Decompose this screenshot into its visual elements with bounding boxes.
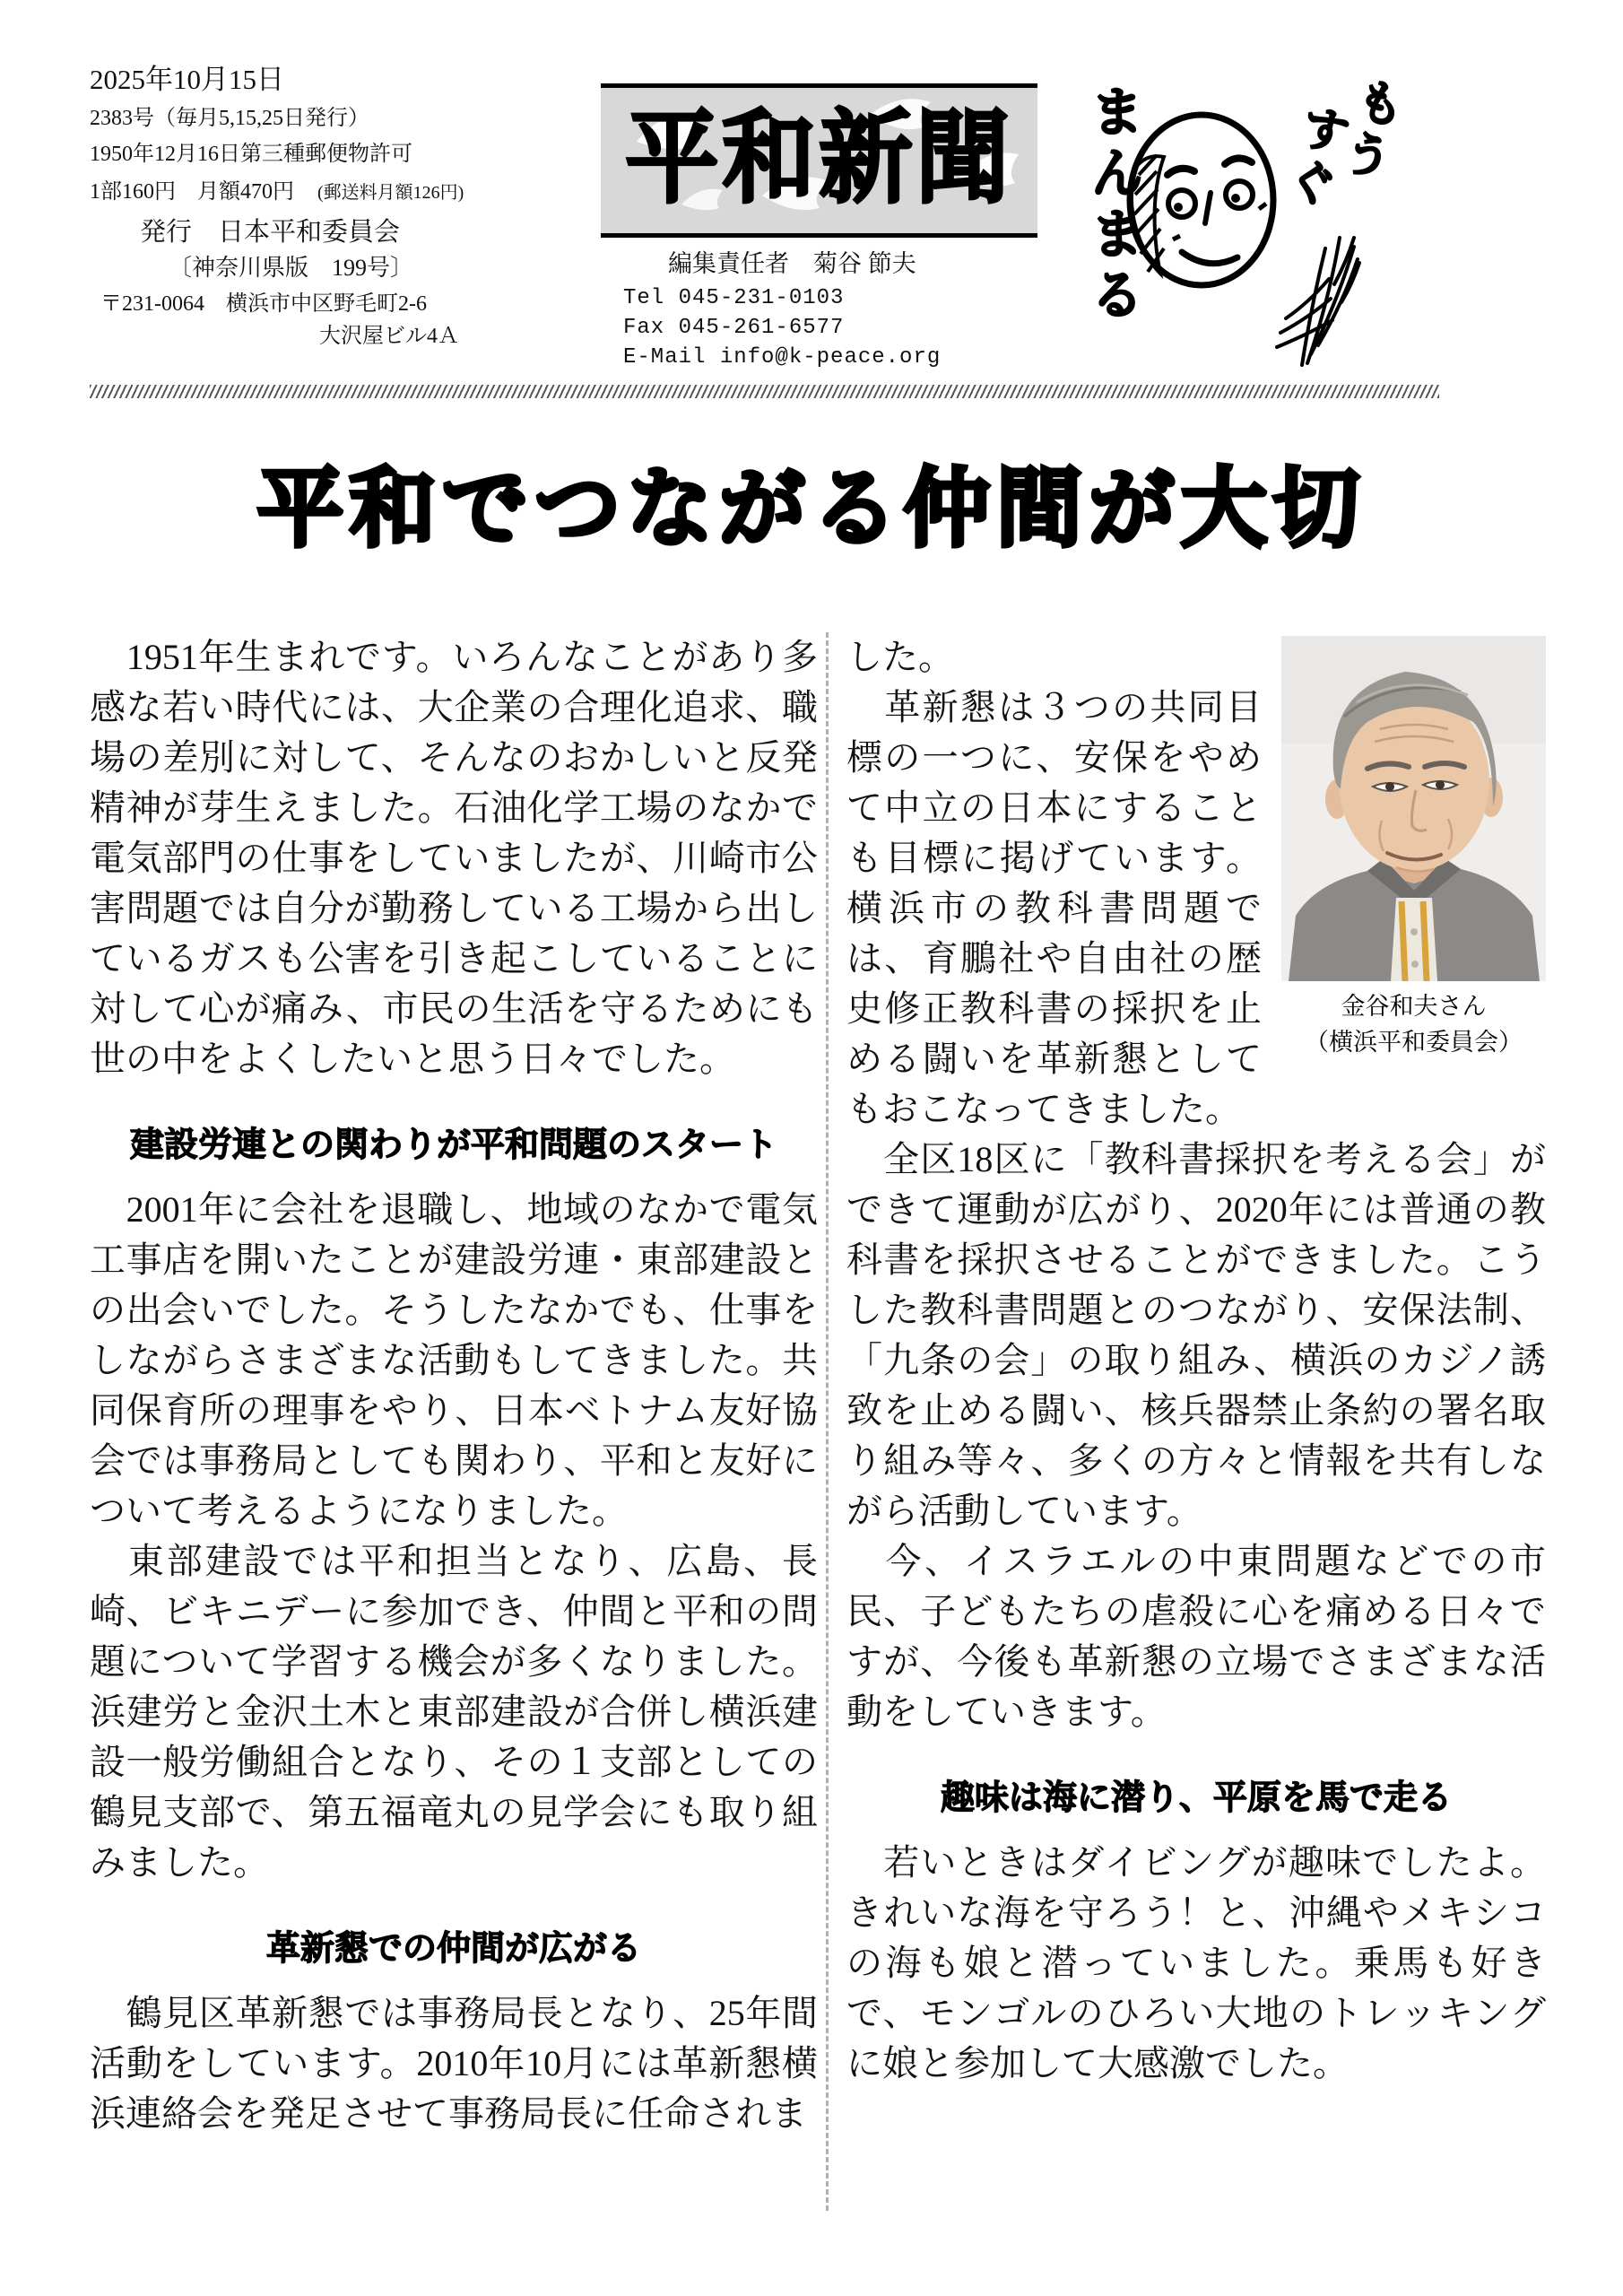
main-headline: 平和でつながる仲間が大切 [257,461,1366,557]
photo-caption [1281,988,1546,1060]
edition-label: 〔神奈川県版 199号〕 [169,255,414,281]
issue-number: 2383号（毎月5,15,25日発行） [90,106,369,130]
publisher: 発行 日本平和委員会 [140,217,401,247]
postage-note: (郵送料月額126円) [317,182,464,203]
photo-caption-group: （横浜平和委員会） [1305,1029,1523,1056]
paragraph: 2001年に会社を退職し、地域のなかで電気工事店を開いたことが建設労連・東部建設との出会いでした。そうしたなかでも、仕事をしながらさまざまな活動もしてきました。共同保育所の理事をやり、日本ベトナム友好協会では事務局としても関わり、平和と友好について考えるようになりました。 [90,1189,818,1531]
moon-cartoon [1067,49,1587,408]
fax-number: Fax 045-261-6577 [623,316,845,340]
contact-block [623,244,1045,375]
paragraph: 東部建設では平和担当となり、広島、長崎、ビキニデーに参加でき、仲間と平和の問題について学習する機会が多くなりました。浜建労と金沢土木と東部建設が合併し横浜建設一般労働組合となり、その１支部としての鶴見支部で、第五福竜丸の見学会にも取り組みました。 [90,1541,818,1883]
paragraph: 若いときはダイビングが趣味でしたよ。きれいな海を守ろう！と、沖縄やメキシコの海も娘と潜っていました。乗馬も好きで、モンゴルのひろい大地のトレッキングに娘と参加して大感激でした。 [846,1842,1546,2083]
section-heading-b: 革新懇での仲間が広がる [265,1930,641,1968]
section-heading-c: 趣味は海に潜り、平原を馬で走る [940,1779,1452,1817]
editor-name: 編集責任者 菊谷 節夫 [668,250,916,277]
article-column-left [90,632,818,2139]
cartoon-text-manmaru: まんまる [1083,83,1143,327]
paragraph: した。 [846,637,954,677]
portrait-photo-block [1281,636,1546,1060]
paragraph: 革新懇は３つの共同目標の一つに、安保をやめて中立の日本にすることも目標に掲げています。横浜市の教科書問題では、育鵬社や自由社の歴史修正教科書の採択を止める闘いを革新懇としてもおこなってきました。 [846,687,1262,1129]
paragraph: 1951年生まれです。いろんなことがあり多感な若い時代には、大企業の合理化追求、職場の差別に対して、そんなのおかしいと反発精神が芽生えました。石油化学工場のなかで電気部門の仕事をしていましたが、川崎市公害問題では自分が勤務している工場から出しているガスも公害を引き起こしていることに対して心が痛み、市民の生活を守るためにも世の中をよくしたいと思う日々でした。 [90,637,818,1079]
masthead-info [90,63,628,350]
newspaper-title: 平和新聞 [625,102,1013,215]
issue-date: 2025年10月15日 [90,64,284,95]
article-column-right [846,632,1546,2089]
column-divider [826,632,829,2211]
address-line-1: 〒231-0064 横浜市中区野毛町2-6 [100,291,427,316]
paragraph: 今、イスラエルの中東問題などでの市民、子どもたちの虐殺に心を痛める日々ですが、今後も革新懇の立場でさまざまな活動をしていきます。 [846,1541,1546,1732]
address-line-2: 大沢屋ビル4Ａ [319,324,459,348]
newspaper-logo-box [601,83,1037,238]
postal-permit: 1950年12月16日第三種郵便物許可 [90,142,412,166]
price: 1部160円 月額470円 [90,179,294,204]
email-address: E-Mail info@k-peace.org [623,345,942,370]
paragraph: 全区18区に「教科書採択を考える会」ができて運動が広がり、2020年には普通の教科書を採択させることができました。こうした教科書問題とのつながり、安保法制、「九条の会」の取り組み、横浜のカジノ誘致を止める闘い、核兵器禁止条約の署名取り組み等々、多くの方々と情報を共有しながら活動しています。 [846,1139,1546,1531]
portrait-illustration-icon [1281,636,1546,981]
section-heading-a: 建設労連との関わりが平和問題のスタート [129,1126,777,1164]
cartoon-text-mou: もう [1331,71,1410,189]
photo-caption-name: 金谷和夫さん [1341,993,1487,1020]
paragraph: 鶴見区革新懇では事務局長となり、25年間活動をしています。2010年10月には革新懇横浜連絡会を発足させて事務局長に任命されま [90,1993,818,2134]
price-line [90,178,628,205]
cartoon-text-sugu: すぐ [1275,98,1354,216]
tel-number: Tel 045-231-0103 [623,286,845,310]
hatched-divider [90,385,1439,398]
portrait-photo [1281,636,1546,981]
